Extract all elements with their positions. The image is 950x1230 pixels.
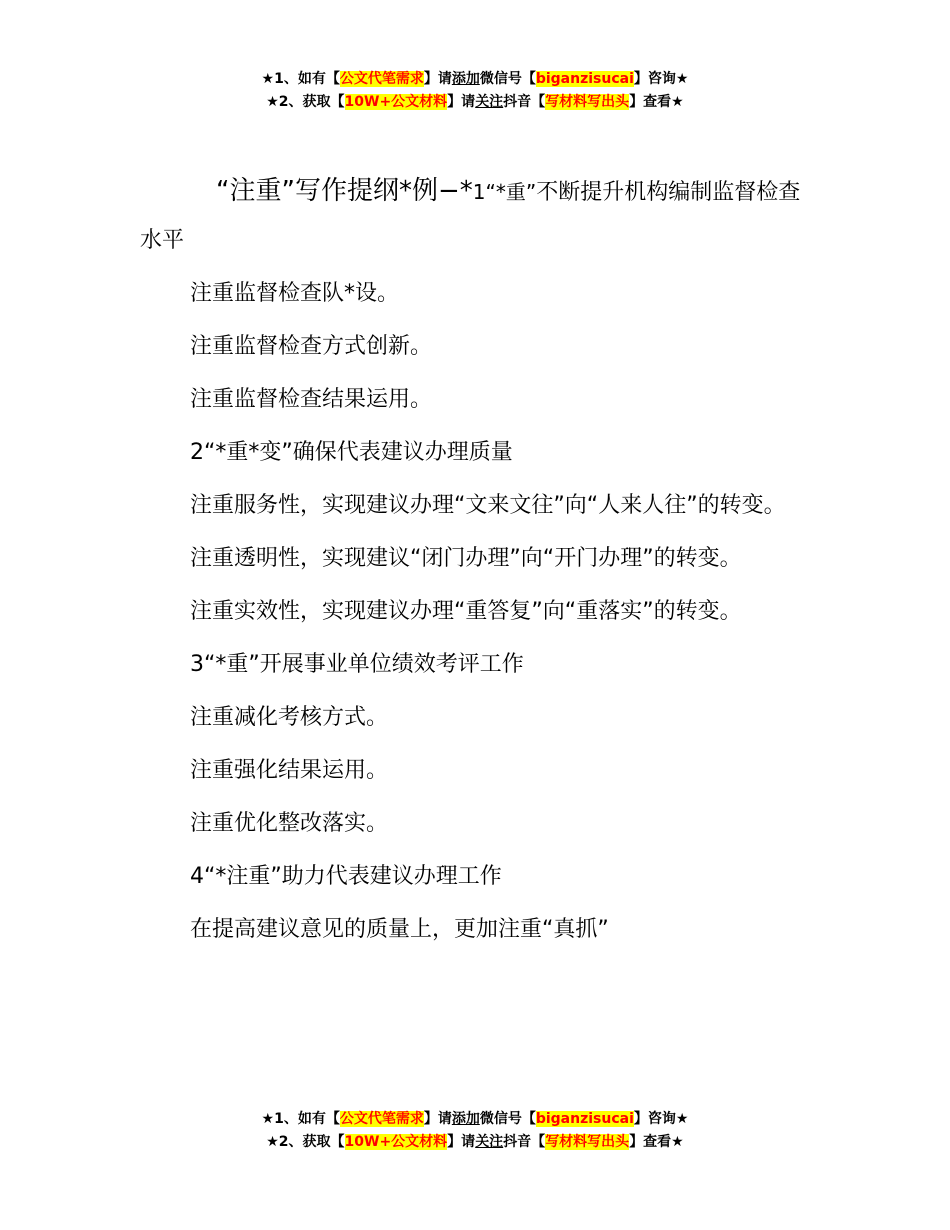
banner-text: 】请 bbox=[423, 71, 452, 87]
paragraph: 注重实效性，实现建议办理“重答复”向“重落实”的转变。 bbox=[190, 599, 742, 624]
paragraph: 注重监督检查结果运用。 bbox=[190, 387, 433, 412]
paragraph: 注重透明性，实现建议“闭门办理”向“开门办理”的转变。 bbox=[190, 546, 742, 571]
banner-highlight: biganzisucai bbox=[535, 71, 634, 87]
header-line-2 bbox=[0, 91, 950, 114]
document-body bbox=[140, 168, 812, 961]
banner-underline: 关注 bbox=[475, 1134, 504, 1150]
banner-underline: 关注 bbox=[475, 94, 504, 110]
title-small: 1“*重” bbox=[472, 180, 537, 204]
section-heading: 3“*重”开展事业单位绩效考评工作 bbox=[190, 652, 524, 677]
banner-highlight: 公文代笔需求 bbox=[339, 1111, 424, 1127]
banner-highlight: 写材料写出头 bbox=[545, 1134, 630, 1150]
banner-text: ★2、获取【 bbox=[266, 94, 345, 110]
title-main: “注重”写作提纲*例−* bbox=[216, 176, 473, 206]
banner-text: 微信号【 bbox=[479, 1111, 536, 1127]
banner-text: 】查看★ bbox=[629, 94, 684, 110]
paragraph: 注重监督检查队*设。 bbox=[190, 281, 400, 306]
footer-banner bbox=[0, 1108, 950, 1154]
banner-text: 】请 bbox=[447, 94, 476, 110]
banner-text: 】咨询★ bbox=[633, 1111, 689, 1127]
banner-text: 】查看★ bbox=[629, 1134, 684, 1150]
title-rest: 不断提升机构编制监督检查水平 bbox=[140, 180, 801, 253]
paragraph: 注重强化结果运用。 bbox=[190, 758, 389, 783]
paragraph: 注重服务性，实现建议办理“文来文往”向“人来人往”的转变。 bbox=[190, 493, 786, 518]
footer-line-1 bbox=[0, 1108, 950, 1131]
banner-underline: 添加 bbox=[451, 71, 480, 87]
banner-highlight: biganzisucai bbox=[535, 1111, 634, 1127]
banner-text: 】请 bbox=[423, 1111, 452, 1127]
banner-highlight: 写材料写出头 bbox=[545, 94, 630, 110]
banner-text: ★2、获取【 bbox=[266, 1134, 345, 1150]
header-banner bbox=[0, 68, 950, 114]
banner-underline: 添加 bbox=[451, 1111, 480, 1127]
document-title bbox=[140, 168, 812, 264]
section-heading: 4“*注重”助力代表建议办理工作 bbox=[190, 864, 502, 889]
banner-text: 抖音【 bbox=[503, 94, 546, 110]
paragraph: 注重优化整改落实。 bbox=[190, 811, 389, 836]
banner-highlight: 公文代笔需求 bbox=[339, 71, 424, 87]
banner-text: ★1、如有【 bbox=[261, 71, 340, 87]
banner-text: 】咨询★ bbox=[633, 71, 689, 87]
banner-text: ★1、如有【 bbox=[261, 1111, 340, 1127]
banner-highlight: 10W+公文材料 bbox=[344, 1134, 448, 1150]
banner-text: 】请 bbox=[447, 1134, 476, 1150]
banner-text: 微信号【 bbox=[479, 71, 536, 87]
banner-text: 抖音【 bbox=[503, 1134, 546, 1150]
footer-line-2 bbox=[0, 1131, 950, 1154]
paragraph: 注重监督检查方式创新。 bbox=[190, 334, 433, 359]
paragraph: 在提高建议意见的质量上，更加注重“真抓” bbox=[190, 917, 609, 942]
paragraph: 注重减化考核方式。 bbox=[190, 705, 389, 730]
section-heading: 2“*重*变”确保代表建议办理质量 bbox=[190, 440, 513, 465]
header-line-1 bbox=[0, 68, 950, 91]
banner-highlight: 10W+公文材料 bbox=[344, 94, 448, 110]
